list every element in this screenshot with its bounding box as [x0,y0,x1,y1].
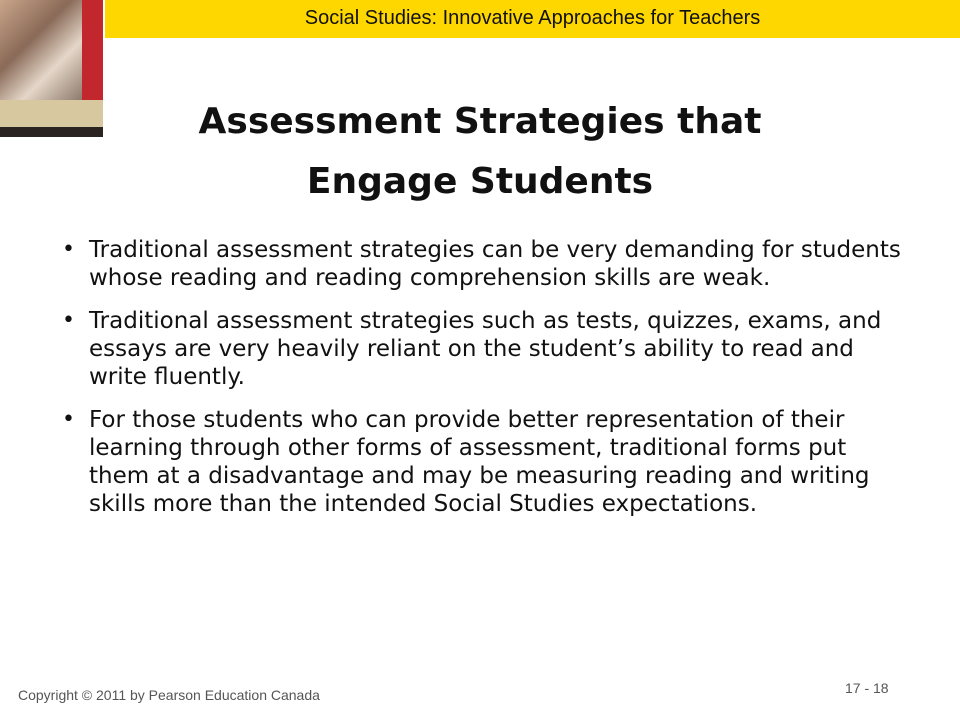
slide-title [120,92,840,212]
bullet-text: For those students who can provide better representation of their learning through other forms of assessment, traditional forms put them at a disadvantage and may be measuring reading and writing skills more than the intended Social Studies expectations. [89,407,870,517]
bullet-text: Traditional assessment strategies such as tests, quizzes, exams, and essays are very heavily reliant on the student’s ability to read and write fluently. [89,308,882,390]
cover-red-band [82,0,103,100]
bullet-dot-icon: • [62,407,75,432]
bullet-list [62,236,912,533]
banner-text: Social Studies: Innovative Approaches for Teachers [304,7,761,29]
bullet-item [62,236,912,292]
page-number: 17 - 18 [845,680,889,696]
top-banner [105,0,960,38]
bullet-item [62,406,912,518]
bullet-dot-icon: • [62,237,75,262]
cover-author-strip [0,127,103,137]
title-line-1: Assessment Strategies that [198,101,762,142]
bullet-text: Traditional assessment strategies can be very demanding for students whose reading and reading comprehension skills are weak. [89,237,901,291]
copyright-text: Copyright © 2011 by Pearson Education Canada [18,687,320,703]
title-line-2: Engage Students [306,161,654,202]
bullet-dot-icon: • [62,308,75,333]
book-cover-image [0,0,103,137]
bullet-item [62,307,912,391]
